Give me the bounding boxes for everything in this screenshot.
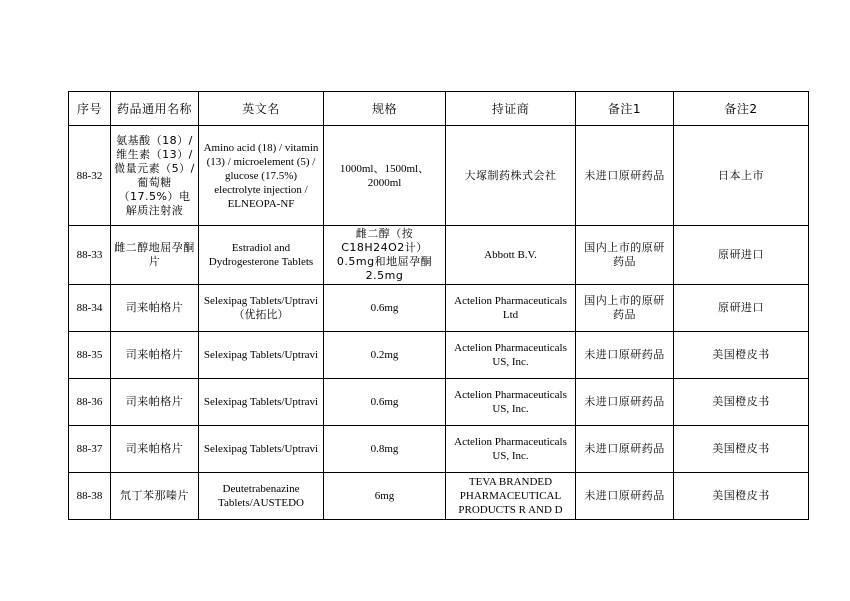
cell-english-name: Estradiol and Dydrogesterone Tablets [199, 226, 324, 285]
cell-note1: 未进口原研药品 [576, 426, 674, 473]
cell-english-name: Deutetrabenazine Tablets/AUSTEDO [199, 473, 324, 520]
header-note1: 备注1 [576, 92, 674, 126]
cell-note2: 美国橙皮书 [674, 473, 809, 520]
cell-note1: 未进口原研药品 [576, 332, 674, 379]
cell-generic-name: 氨基酸（18）/维生素（13）/微量元素（5）/葡萄糖（17.5%）电解质注射液 [111, 126, 199, 226]
table-row [69, 285, 809, 332]
cell-spec: 0.8mg [324, 426, 446, 473]
cell-seq: 88-34 [69, 285, 111, 332]
header-english-name: 英文名 [199, 92, 324, 126]
cell-note2: 美国橙皮书 [674, 379, 809, 426]
table-row [69, 379, 809, 426]
cell-seq: 88-33 [69, 226, 111, 285]
cell-note2: 原研进口 [674, 226, 809, 285]
cell-note1: 未进口原研药品 [576, 473, 674, 520]
cell-note2: 原研进口 [674, 285, 809, 332]
cell-seq: 88-38 [69, 473, 111, 520]
cell-english-name: Selexipag Tablets/Uptravi [199, 332, 324, 379]
cell-generic-name: 司来帕格片 [111, 285, 199, 332]
header-generic-name: 药品通用名称 [111, 92, 199, 126]
cell-holder: TEVA BRANDED PHARMACEUTICAL PRODUCTS R AND D [446, 473, 576, 520]
cell-generic-name: 司来帕格片 [111, 332, 199, 379]
cell-generic-name: 司来帕格片 [111, 426, 199, 473]
table-header-row [69, 92, 809, 126]
cell-holder: Actelion Pharmaceuticals US, Inc. [446, 426, 576, 473]
cell-note2: 日本上市 [674, 126, 809, 226]
cell-english-name: Amino acid (18) / vitamin (13) / microelement (5) / glucose (17.5%) electrolyte injection / ELNEOPA-NF [199, 126, 324, 226]
header-seq: 序号 [69, 92, 111, 126]
cell-seq: 88-32 [69, 126, 111, 226]
cell-note2: 美国橙皮书 [674, 426, 809, 473]
cell-note1: 国内上市的原研药品 [576, 285, 674, 332]
cell-holder: Abbott B.V. [446, 226, 576, 285]
cell-english-name: Selexipag Tablets/Uptravi [199, 426, 324, 473]
cell-generic-name: 司来帕格片 [111, 379, 199, 426]
cell-holder: 大塚制药株式会社 [446, 126, 576, 226]
cell-note1: 未进口原研药品 [576, 126, 674, 226]
cell-seq: 88-36 [69, 379, 111, 426]
drug-list-table [68, 91, 809, 520]
cell-note1: 未进口原研药品 [576, 379, 674, 426]
header-note2: 备注2 [674, 92, 809, 126]
table-row [69, 332, 809, 379]
cell-generic-name: 雌二醇地屈孕酮片 [111, 226, 199, 285]
table-row [69, 226, 809, 285]
cell-holder: Actelion Pharmaceuticals US, Inc. [446, 332, 576, 379]
cell-holder: Actelion Pharmaceuticals US, Inc. [446, 379, 576, 426]
cell-spec: 0.2mg [324, 332, 446, 379]
cell-spec: 雌二醇（按C18H24O2计）0.5mg和地屈孕酮2.5mg [324, 226, 446, 285]
cell-spec: 1000ml、1500ml、2000ml [324, 126, 446, 226]
cell-seq: 88-37 [69, 426, 111, 473]
cell-generic-name: 氘丁苯那嗪片 [111, 473, 199, 520]
cell-note1: 国内上市的原研药品 [576, 226, 674, 285]
table-row [69, 126, 809, 226]
cell-spec: 6mg [324, 473, 446, 520]
header-spec: 规格 [324, 92, 446, 126]
header-holder: 持证商 [446, 92, 576, 126]
cell-spec: 0.6mg [324, 285, 446, 332]
table-row [69, 473, 809, 520]
cell-english-name: Selexipag Tablets/Uptravi（优拓比） [199, 285, 324, 332]
table-row [69, 426, 809, 473]
cell-note2: 美国橙皮书 [674, 332, 809, 379]
cell-spec: 0.6mg [324, 379, 446, 426]
cell-seq: 88-35 [69, 332, 111, 379]
cell-holder: Actelion Pharmaceuticals Ltd [446, 285, 576, 332]
cell-english-name: Selexipag Tablets/Uptravi [199, 379, 324, 426]
